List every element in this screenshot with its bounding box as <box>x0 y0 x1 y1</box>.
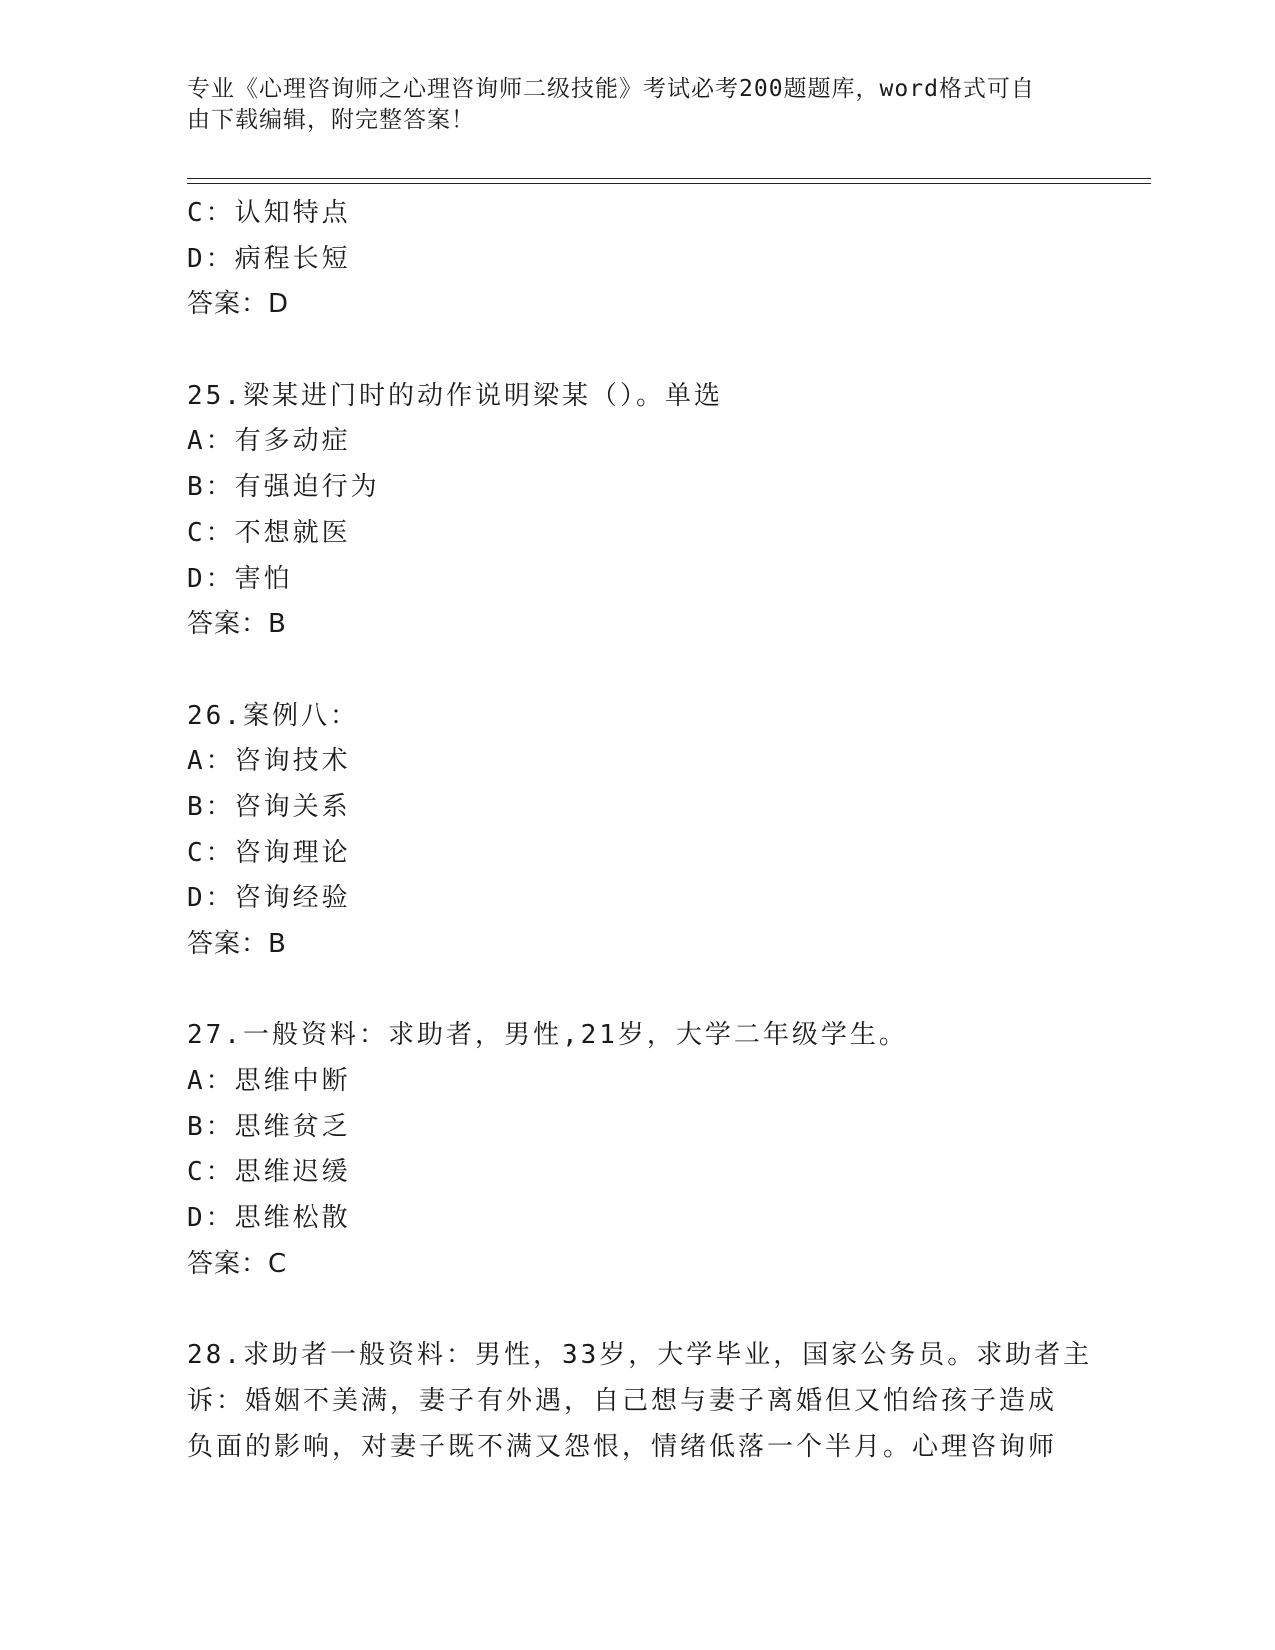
q28-stem-line-2: 诉：婚姻不美满，妻子有外遇，自己想与妻子离婚但又怕给孩子造成 <box>187 1385 1058 1416</box>
q25-stem: 25.梁某进门时的动作说明梁某（）。单选 <box>187 380 723 411</box>
q25-option-a: A：有多动症 <box>187 426 351 457</box>
q25-answer: 答案：B <box>187 609 287 640</box>
question-list <box>187 191 1093 1470</box>
header-rule-top <box>187 178 1151 179</box>
q26-option-b: B：咨询关系 <box>187 791 351 822</box>
q25-option-c: C：不想就医 <box>187 517 351 548</box>
q26-option-c: C：咨询理论 <box>187 837 351 868</box>
spacer <box>187 1288 1087 1334</box>
q26-option-d: D：咨询经验 <box>187 883 351 914</box>
q24-option-d: D：病程长短 <box>187 243 351 274</box>
q26-answer: 答案：B <box>187 929 287 959</box>
spacer <box>187 968 1087 1014</box>
document-header <box>187 74 1067 136</box>
spacer <box>187 648 1087 694</box>
header-rule-bottom <box>187 183 1151 184</box>
q27-option-b: B：思维贫乏 <box>187 1111 351 1142</box>
q25-option-b: B：有强迫行为 <box>187 472 380 503</box>
q26-option-a: A：咨询技术 <box>187 746 351 777</box>
q28-stem-line-3: 负面的影响，对妻子既不满又怨恨，情绪低落一个半月。心理咨询师 <box>187 1431 1058 1462</box>
q26-stem: 26.案例八： <box>187 700 359 731</box>
q27-stem: 27.一般资料：求助者，男性,21岁，大学二年级学生。 <box>187 1020 908 1051</box>
q25-option-d: D：害怕 <box>187 563 293 594</box>
header-line-1: 专业《心理咨询师之心理咨询师二级技能》考试必考200题题库，word格式可自 <box>187 76 1035 102</box>
spacer <box>187 328 1087 374</box>
q27-option-c: C：思维迟缓 <box>187 1157 351 1188</box>
q27-answer: 答案：C <box>187 1248 288 1279</box>
header-line-2: 由下载编辑，附完整答案！ <box>187 107 475 133</box>
q27-option-d: D：思维松散 <box>187 1203 351 1234</box>
q28-stem-line-1: 28.求助者一般资料：男性，33岁，大学毕业，国家公务员。求助者主 <box>187 1340 1093 1371</box>
q28-stem <box>187 1333 1093 1470</box>
q27-option-a: A：思维中断 <box>187 1066 351 1097</box>
q24-option-c: C：认知特点 <box>187 198 351 228</box>
q24-answer: 答案：D <box>187 289 290 320</box>
